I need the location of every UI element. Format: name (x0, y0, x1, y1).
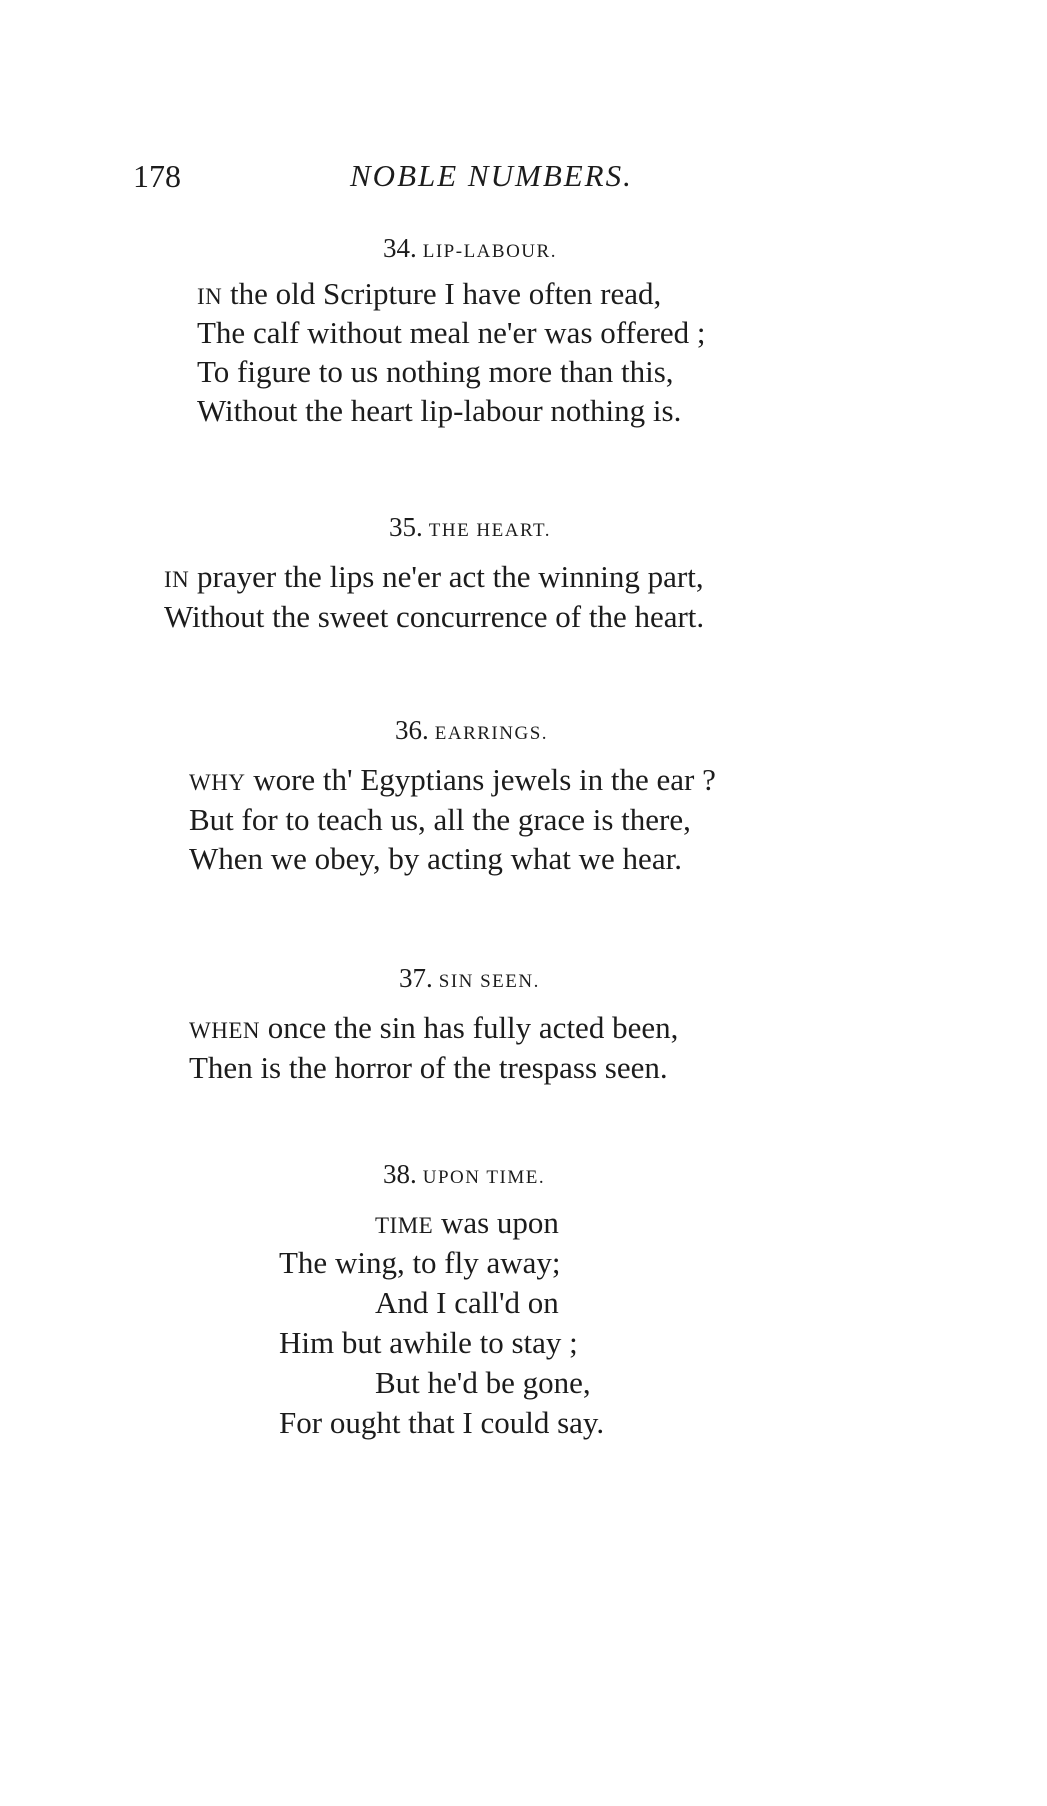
line-text: was upon (433, 1205, 559, 1240)
page-number: 178 (133, 158, 181, 194)
verse-line (189, 1052, 668, 1083)
running-title: NOBLE NUMBERS. (350, 158, 633, 193)
line-text: Then is the horror of the trespass seen. (189, 1050, 668, 1085)
poem-name: SIN SEEN. (438, 971, 540, 992)
line-text: For ought that I could say. (279, 1405, 605, 1440)
verse-line (375, 1207, 559, 1238)
poem-number: 35. (389, 512, 423, 542)
verse-line (189, 764, 716, 795)
verse-line (197, 356, 674, 387)
poem-title (383, 1159, 545, 1190)
poem-name: UPON TIME. (422, 1167, 546, 1188)
verse-line (189, 804, 691, 835)
line-text: Without the heart lip-labour nothing is. (197, 393, 682, 428)
poem-title (389, 512, 551, 543)
initial-small-caps: WHY (189, 770, 246, 795)
line-text: the old Scripture I have often read, (222, 276, 662, 311)
line-text: The wing, to fly away; (279, 1245, 561, 1280)
poem-number: 38. (383, 1159, 417, 1189)
verse-line (197, 395, 681, 426)
verse-line (375, 1367, 591, 1398)
verse-line (279, 1407, 604, 1438)
poem-number: 37. (399, 963, 433, 993)
verse-line (164, 601, 704, 632)
initial-small-caps: TIME (375, 1213, 434, 1238)
line-text: To figure to us nothing more than this, (197, 354, 674, 389)
verse-line (189, 843, 682, 874)
line-text: once the sin has fully acted been, (259, 1010, 679, 1045)
poem-name: THE HEART. (428, 520, 551, 541)
poem-title (399, 963, 540, 994)
line-text: The calf without meal ne'er was offered ; (197, 315, 706, 350)
poem-name: LIP-LABOUR. (422, 241, 557, 262)
line-text: prayer the lips ne'er act the winning part, (189, 559, 704, 594)
line-text: Him but awhile to stay ; (279, 1325, 578, 1360)
verse-line (189, 1012, 678, 1043)
line-text: Without the sweet concurrence of the heart. (164, 599, 705, 634)
verse-line (197, 278, 661, 309)
verse-line (279, 1327, 578, 1358)
initial-small-caps: IN (164, 567, 190, 592)
initial-small-caps: IN (197, 284, 223, 309)
line-text: wore th' Egyptians jewels in the ear ? (245, 762, 716, 797)
initial-small-caps: WHEN (189, 1018, 260, 1043)
line-text: And I call'd on (375, 1285, 559, 1320)
poem-number: 34. (383, 233, 417, 263)
line-text: When we obey, by acting what we hear. (189, 841, 682, 876)
line-text: But for to teach us, all the grace is there, (189, 802, 691, 837)
poem-number: 36. (395, 715, 429, 745)
poem-name: EARRINGS. (434, 723, 549, 744)
verse-line (375, 1287, 559, 1318)
verse-line (164, 561, 704, 592)
verse-line (279, 1247, 561, 1278)
verse-line (197, 317, 706, 348)
poem-title (395, 715, 548, 746)
poem-title (383, 233, 557, 264)
line-text: But he'd be gone, (375, 1365, 591, 1400)
